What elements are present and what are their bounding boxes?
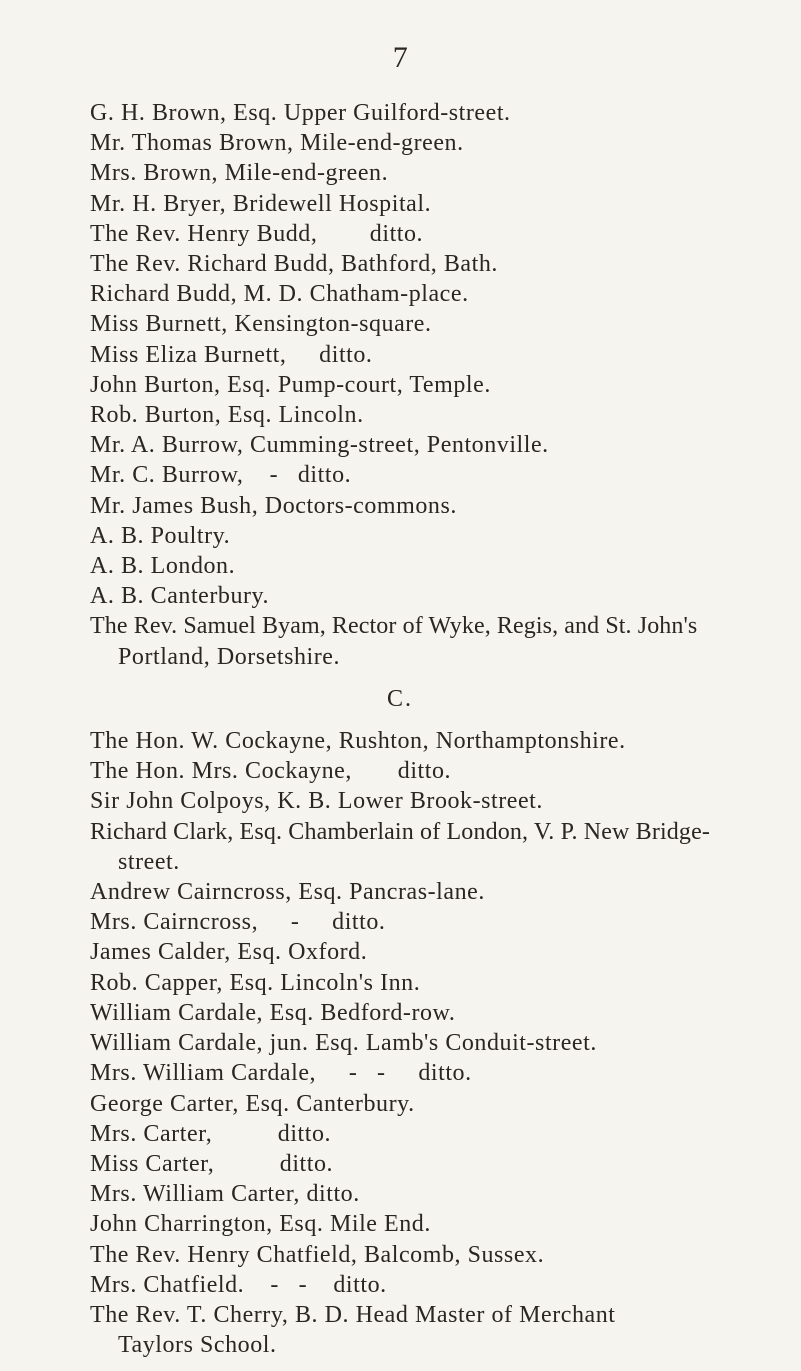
list-entry: Miss Eliza Burnett, ditto. [90, 341, 373, 368]
list-entry: The Rev. Henry Chatfield, Balcomb, Sussex. [90, 1241, 545, 1268]
list-entry: Miss Burnett, Kensington-square. [90, 311, 432, 338]
list-entry: George Carter, Esq. Canterbury. [90, 1090, 415, 1117]
list-entry: Richard Budd, M. D. Chatham-place. [90, 281, 469, 308]
list-entry-continuation: Taylors School. [118, 1332, 277, 1359]
list-entry: Rob. Capper, Esq. Lincoln's Inn. [90, 969, 421, 996]
list-entry: The Rev. Henry Budd, ditto. [90, 220, 424, 247]
list-entry: Sir John Colpoys, K. B. Lower Brook-street. [90, 788, 543, 815]
list-entry: A. B. London. [90, 553, 236, 580]
list-entry: William Cardale, jun. Esq. Lamb's Conduit-street. [90, 1030, 597, 1057]
list-entry: The Rev. Richard Budd, Bathford, Bath. [90, 251, 498, 278]
list-entry: James Calder, Esq. Oxford. [90, 939, 368, 966]
list-entry: The Hon. W. Cockayne, Rushton, Northamptonshire. [90, 728, 626, 755]
page-number: 7 [392, 41, 409, 74]
list-entry: Mrs. William Cardale, - - ditto. [90, 1060, 472, 1087]
list-entry: Richard Clark, Esq. Chamberlain of London, V. P. New Bridge- [90, 818, 711, 845]
list-entry: Mrs. William Carter, ditto. [90, 1181, 360, 1208]
list-entry: William Cardale, Esq. Bedford-row. [90, 999, 456, 1026]
list-entry-continuation: street. [118, 848, 180, 875]
list-entry: Mr. C. Burrow, - ditto. [90, 462, 352, 489]
section-heading: C. [386, 685, 413, 712]
list-entry-continuation: Portland, Dorsetshire. [118, 643, 341, 670]
list-entry: Rob. Burton, Esq. Lincoln. [90, 402, 364, 429]
list-entry: Mr. James Bush, Doctors-commons. [90, 492, 457, 519]
list-entry: The Rev. T. Cherry, B. D. Head Master of Merchant [90, 1301, 616, 1328]
list-entry: The Rev. Samuel Byam, Rector of Wyke, Regis, and St. John's [90, 613, 698, 640]
list-entry: A. B. Poultry. [90, 522, 231, 549]
list-entry: Mrs. Cairncross, - ditto. [90, 909, 386, 936]
list-entry: Mrs. Chatfield. - - ditto. [90, 1271, 387, 1298]
list-entry: Miss Carter, ditto. [90, 1150, 334, 1177]
list-entry: A. B. Canterbury. [90, 583, 270, 610]
list-entry: Mr. Thomas Brown, Mile-end-green. [90, 130, 464, 157]
list-entry: Andrew Cairncross, Esq. Pancras-lane. [90, 879, 485, 906]
list-entry: The Hon. Mrs. Cockayne, ditto. [90, 758, 452, 785]
list-entry: Mrs. Carter, ditto. [90, 1120, 332, 1147]
list-entry: Mr. A. Burrow, Cumming-street, Pentonville. [90, 432, 549, 459]
list-entry: G. H. Brown, Esq. Upper Guilford-street. [90, 100, 511, 126]
list-entry: John Charrington, Esq. Mile End. [90, 1211, 431, 1238]
list-entry: Mrs. Brown, Mile-end-green. [90, 160, 389, 187]
list-entry: John Burton, Esq. Pump-court, Temple. [90, 371, 491, 398]
list-entry: Mr. H. Bryer, Bridewell Hospital. [90, 190, 432, 217]
subscriber-list [90, 98, 790, 1360]
